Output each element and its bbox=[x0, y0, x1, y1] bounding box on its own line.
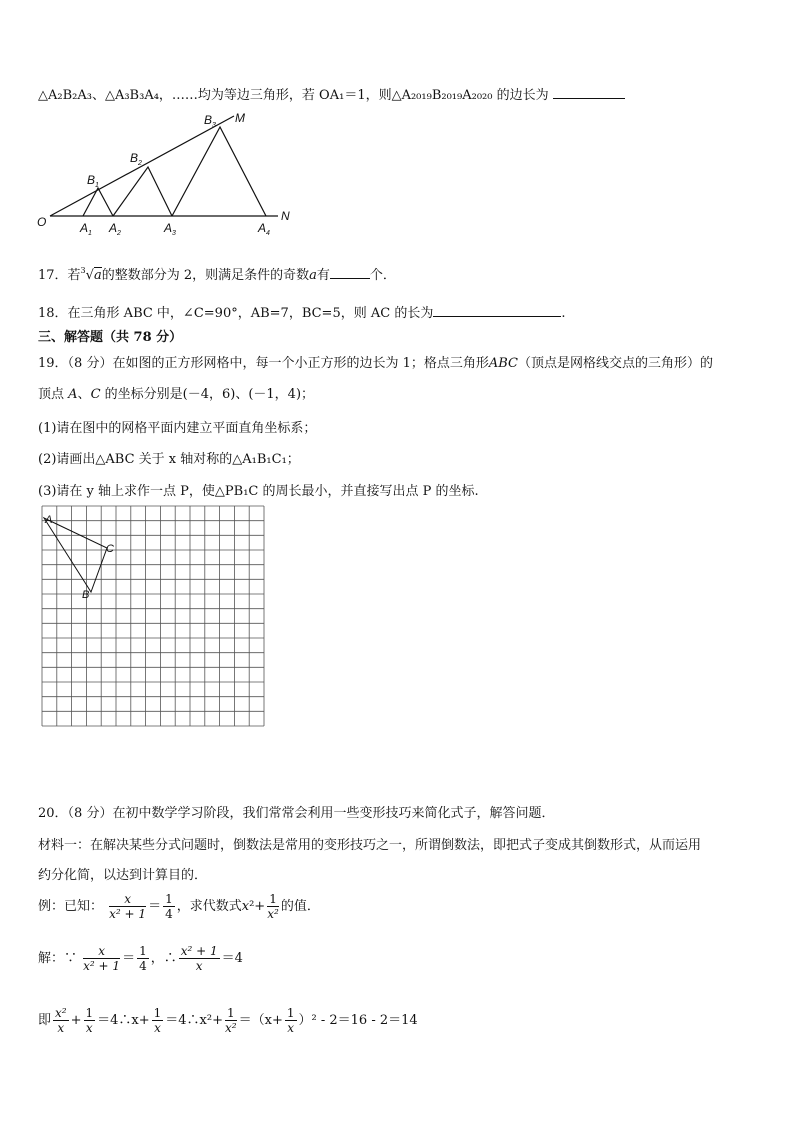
label-A2: $A_2$ bbox=[109, 221, 121, 237]
section3-title: 三、解答题（共 78 分） bbox=[38, 330, 183, 345]
q19-line2 bbox=[38, 383, 314, 402]
q19-line1-text: 19．（8 分）在如图的正方形网格中，每一个小正方形的边长为 1；格点三角形 bbox=[38, 356, 489, 371]
q19-line1b: （顶点是网格线交点的三角形）的 bbox=[518, 356, 714, 371]
q16-figure bbox=[36, 108, 326, 238]
q17-suffix: 个． bbox=[369, 268, 396, 283]
solution-eq: ＝4 bbox=[221, 951, 243, 966]
final-b: ＝4∴x²+ bbox=[165, 1013, 223, 1028]
example-mid: ，求代数式 bbox=[176, 899, 242, 914]
q19-abc: ABC bbox=[488, 356, 518, 371]
q16-line bbox=[38, 84, 625, 103]
q20-example: 例：已知： $\frac{x}{\text{x² + 1}}$ ＝ $\frac{1}{4}$ ，求代数式x²+ $\frac{1}{\text{x²}}$ 的值． bbox=[38, 892, 320, 921]
q16-text: △A₂B₂A₃、△A₃B₃A₄，……均为等边三角形，若 OA₁＝1，则△A₂₀₁₉B₂₀₁₉A₂₀₂₀ 的边长为 bbox=[38, 88, 549, 103]
q19-grid[interactable] bbox=[40, 504, 272, 728]
q17-middle: 的整数部分为 2，则满足条件的奇数 bbox=[101, 268, 310, 283]
q17-var: a bbox=[309, 268, 317, 283]
q18-line bbox=[38, 302, 565, 321]
final-d: ）² - 2＝16 - 2＝14 bbox=[298, 1013, 418, 1028]
frac-1-over-x2-b: $\frac{1}{\text{x²}}$ bbox=[225, 1006, 237, 1035]
q18-answer-blank[interactable] bbox=[433, 304, 561, 317]
frac-1-over-x: $\frac{1}{x}$ bbox=[85, 1006, 94, 1035]
q17-radical-index: 3 bbox=[80, 266, 86, 275]
label-B2: $B_2$ bbox=[130, 151, 142, 167]
label-A3: $A_3$ bbox=[164, 221, 176, 237]
frac-1-over-4-b: $\frac{1}{4}$ bbox=[139, 944, 147, 973]
q20-material1-a: 材料一：在解决某些分式问题时，倒数法是常用的变形技巧之一，所谓倒数法，即把式子变成其倒数形式，从而运用 bbox=[38, 838, 702, 853]
frac-x-over-x2p1-b: $\frac{x}{\text{x² + 1}}$ bbox=[83, 944, 121, 973]
frac-1-over-4: $\frac{1}{4}$ bbox=[165, 892, 173, 921]
q18-text: 18．在三角形 ABC 中，∠C=90°，AB=7，BC=5，则 AC 的长为 bbox=[38, 306, 434, 321]
label-N: N bbox=[281, 209, 290, 223]
frac-x2p1-over-x: $\frac{\text{x² + 1}}{x}$ bbox=[180, 944, 218, 973]
triangle-abc bbox=[44, 518, 107, 592]
q17-line bbox=[38, 264, 396, 283]
example-end: 的值． bbox=[280, 899, 320, 914]
final-prefix: 即 bbox=[38, 1013, 52, 1028]
frac-1-over-x2: $\frac{1}{\text{x²}}$ bbox=[267, 892, 279, 921]
q18-end: . bbox=[561, 306, 566, 321]
label-O: O bbox=[37, 215, 47, 229]
q19-line2c: 、 bbox=[77, 387, 91, 402]
q17-after-var: 有 bbox=[316, 268, 330, 283]
q19-line2d: C bbox=[90, 387, 101, 402]
label-B3: $B_3$ bbox=[204, 113, 216, 129]
label-M: M bbox=[235, 111, 245, 125]
frac-x-over-x2p1: $\frac{x}{\text{x² + 1}}$ bbox=[109, 892, 147, 921]
q19-line2e: 的坐标分别是(－4，6)、(－1，4)； bbox=[104, 387, 315, 402]
q20-solution: 解：∵ $\frac{x}{\text{x² + 1}}$ ＝ $\frac{1}{4}$ ，∴ $\frac{\text{x² + 1}}{x}$ ＝4 bbox=[38, 944, 243, 973]
frac-x2-over-x: $\frac{\text{x²}}{x}$ bbox=[55, 1006, 67, 1035]
q19-line2a: 顶点 bbox=[38, 387, 65, 402]
label-A4: $A_4$ bbox=[258, 221, 270, 237]
solution-prefix: 解：∵ bbox=[38, 951, 78, 966]
solution-mid: ，∴ bbox=[150, 951, 177, 966]
frac-1-over-x-c: $\frac{1}{x}$ bbox=[286, 1006, 295, 1035]
grid-lines bbox=[42, 506, 264, 726]
q19-line1 bbox=[38, 352, 713, 371]
q16-answer-blank[interactable] bbox=[553, 86, 625, 99]
figure-labels bbox=[37, 111, 290, 237]
q19-part1: (1)请在图中的网格平面内建立平面直角坐标系； bbox=[38, 421, 317, 436]
q17-radicand: a bbox=[93, 268, 102, 283]
q20-final: 即 $\frac{\text{x²}}{x}$ + $\frac{1}{x}$ ＝4∴x+ $\frac{1}{x}$ ＝4∴x²+ $\frac{1}{\text{x²}}$ ＝（x+ $\frac{1}{x}$ ）² - 2＝16 - 2＝14 bbox=[38, 1006, 418, 1035]
grid-label-B: B bbox=[82, 589, 90, 601]
q17-answer-blank[interactable] bbox=[330, 266, 370, 279]
example-prefix: 例：已知： bbox=[38, 899, 104, 914]
q17-prefix: 17．若 bbox=[38, 268, 81, 283]
q17-radical-sign: √ bbox=[85, 268, 94, 283]
grid-label-C: C bbox=[106, 543, 114, 555]
q20-line1: 20．（8 分）在初中数学学习阶段，我们常常会利用一些变形技巧来简化式子，解答问题． bbox=[38, 806, 555, 821]
grid-label-A: A bbox=[45, 514, 53, 526]
label-A1: $A_1$ bbox=[80, 221, 92, 237]
q19-part3: (3)请在 y 轴上求作一点 P，使△PB₁C 的周长最小，并直接写出点 P 的坐标. bbox=[38, 484, 479, 499]
final-c: ＝（x+ bbox=[238, 1013, 283, 1028]
q20-material1-b: 约分化简，以达到计算目的． bbox=[38, 868, 208, 883]
label-B1: $B_1$ bbox=[87, 173, 99, 189]
q19-line2b: A bbox=[68, 387, 78, 402]
final-a: ＝4∴x+ bbox=[97, 1013, 150, 1028]
q19-part2: (2)请画出△ABC 关于 x 轴对称的△A₁B₁C₁； bbox=[38, 452, 300, 467]
frac-1-over-x-b: $\frac{1}{x}$ bbox=[153, 1006, 162, 1035]
